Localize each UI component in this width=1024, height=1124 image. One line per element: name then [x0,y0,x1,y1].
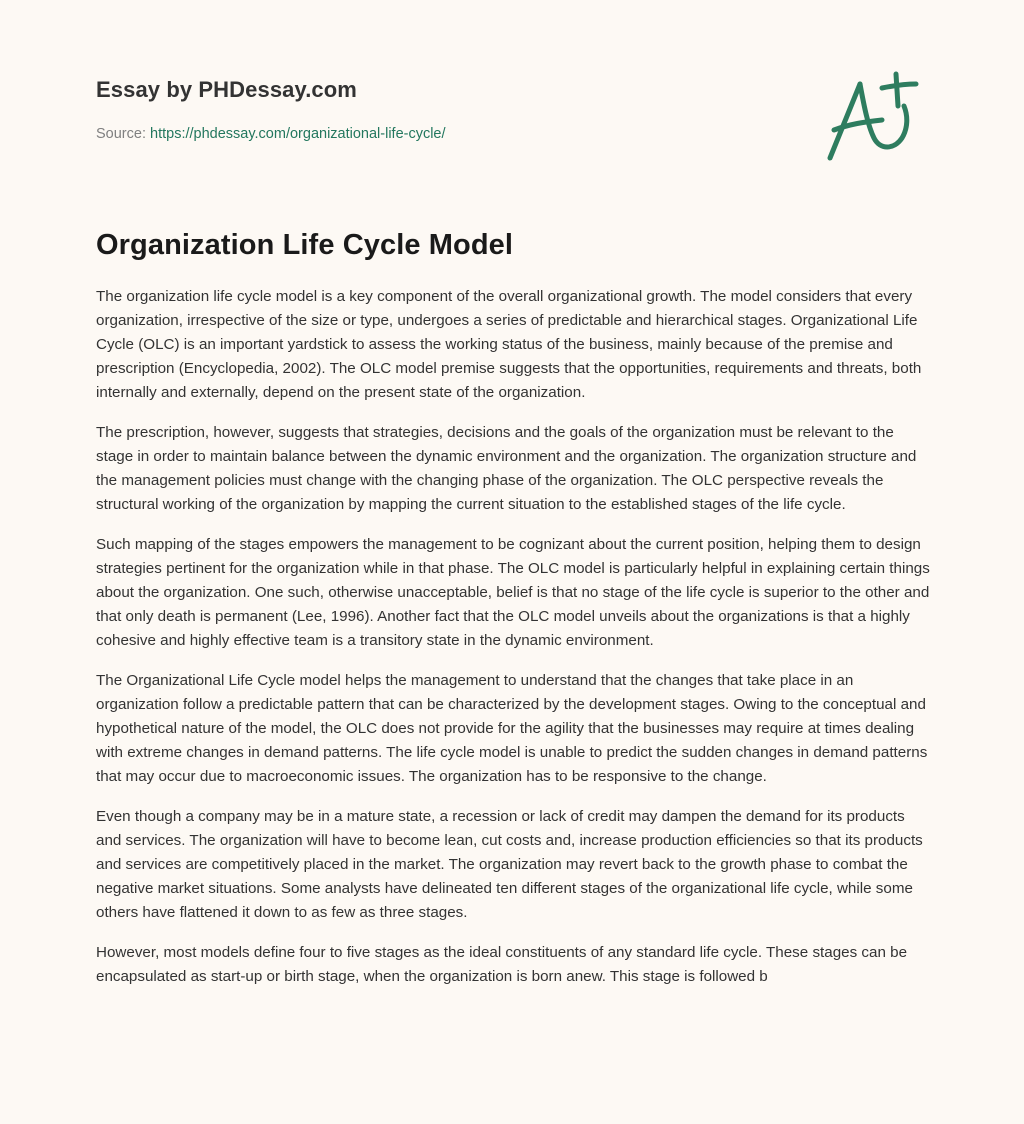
a-plus-grade-icon [820,66,930,166]
page-header [96,76,796,144]
source-link[interactable]: https://phdessay.com/organizational-life-cycle/ [150,126,446,142]
paragraph-3: Such mapping of the stages empowers the management to be cognizant about the current position, helping them to design strategies pertinent for the organization while in that phase. The OLC model is particularly helpful in explaining certain things about the organization. One such, otherwise unacceptable, belief is that no stage of the life cycle is superior to the other and that only death is permanent (Lee, 1996). Another fact that the OLC model unveils about the organizations is that a highly cohesive and highly effective team is a transitory state in the dynamic environment. [96,536,930,649]
brand-title: Essay by PHDessay.com [96,77,357,102]
paragraph-2: The prescription, however, suggests that strategies, decisions and the goals of the organization must be relevant to the stage in order to maintain balance between the dynamic environment and the organization. The organization structure and the management policies must change with the changing phase of the organization. The OLC perspective reveals the structural working of the organization by mapping the current situation to the established stages of the life cycle. [96,424,917,513]
article-title: Organization Life Cycle Model [96,229,514,261]
paragraph-1: The organization life cycle model is a key component of the overall organizational growth. The model considers that every organization, irrespective of the size or type, undergoes a series of predictable and hierarchical stages. Organizational Life Cycle (OLC) is an important yardstick to assess the working status of the business, mainly because of the premise and prescription (Encyclopedia, 2002). The OLC model premise suggests that the opportunities, requirements and threats, both internally and externally, depend on the present state of the organization. [96,288,922,401]
article-body [96,285,932,1005]
paragraph-4: The Organizational Life Cycle model helps the management to understand that the changes that take place in an organization follow a predictable pattern that can be characterized by the development stages. Owing to the conceptual and hypothetical nature of the model, the OLC does not provide for the agility that the businesses may require at times dealing with extreme changes in demand patterns. The life cycle model is unable to predict the sudden changes in demand patterns that may occur due to macroeconomic issues. The organization has to be responsive to the change. [96,672,928,785]
source-line [96,124,796,144]
paragraph-6: However, most models define four to five stages as the ideal constituents of any standard life cycle. These stages can be encapsulated as start-up or birth stage, when the organization is born anew. This stage is followed b [96,944,908,985]
source-label: Source: [96,126,146,142]
paragraph-5: Even though a company may be in a mature state, a recession or lack of credit may dampen the demand for its products and services. The organization will have to become lean, cut costs and, increase production efficiencies so that its products and services are competitively placed in the market. The organization may revert back to the growth phase to combat the negative market situations. Some analysts have delineated ten different stages of the organizational life cycle, while some others have flattened it down to as few as three stages. [96,808,923,921]
